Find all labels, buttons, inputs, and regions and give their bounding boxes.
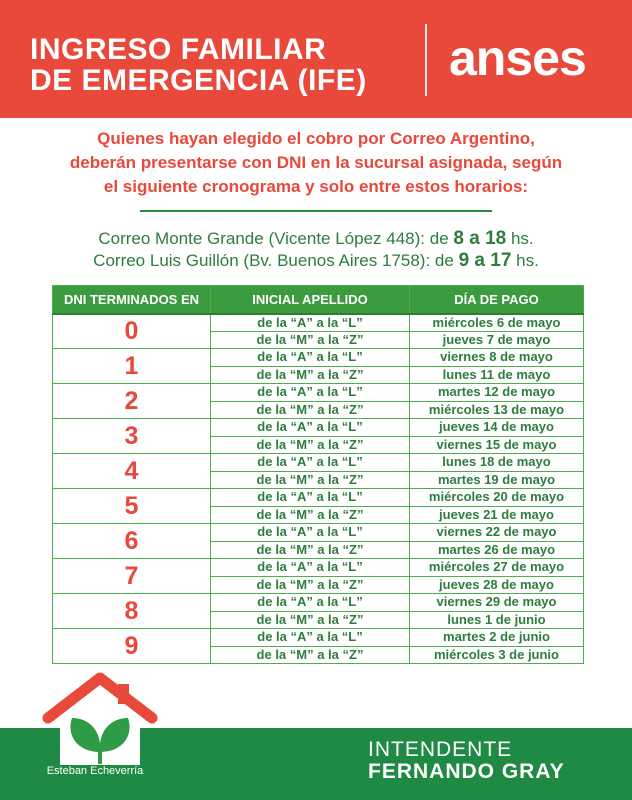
table-row <box>53 559 584 577</box>
payment-date-cell: lunes 1 de junio <box>410 611 584 629</box>
intro-line-3: el siguiente cronograma y solo entre estos horarios: <box>103 177 529 196</box>
table-header-row <box>53 286 584 314</box>
initial-range-cell: de la “A” a la “L” <box>211 594 410 612</box>
office-hours-1 <box>20 228 612 250</box>
payment-date-cell: lunes 11 de mayo <box>410 366 584 384</box>
initial-range-cell: de la “M” a la “Z” <box>211 366 410 384</box>
initial-range-cell: de la “M” a la “Z” <box>211 646 410 664</box>
table-body <box>53 314 584 664</box>
schedule-table <box>52 285 584 664</box>
payment-date-cell: martes 19 de mayo <box>410 471 584 489</box>
table-row <box>53 524 584 542</box>
table-row <box>53 419 584 437</box>
municipality-name: Esteban Echeverría <box>46 765 144 777</box>
office-2-prefix: Correo Luis Guillón (Bv. Buenos Aires 1758): de <box>93 251 459 270</box>
table-row <box>53 489 584 507</box>
dni-digit-cell: 5 <box>53 489 211 524</box>
payment-date-cell: miércoles 3 de junio <box>410 646 584 664</box>
table-row <box>53 629 584 647</box>
anses-logo: anses <box>449 30 586 86</box>
dni-digit-cell: 9 <box>53 629 211 664</box>
office-1-suffix: hs. <box>506 229 534 248</box>
dni-digit-cell: 0 <box>53 314 211 349</box>
payment-date-cell: miércoles 13 de mayo <box>410 401 584 419</box>
dni-digit-cell: 6 <box>53 524 211 559</box>
payment-date-cell: viernes 15 de mayo <box>410 436 584 454</box>
payment-date-cell: miércoles 6 de mayo <box>410 314 584 332</box>
intro-text <box>20 127 612 199</box>
section-divider <box>140 210 492 212</box>
initial-range-cell: de la “A” a la “L” <box>211 489 410 507</box>
table-row <box>53 454 584 472</box>
payment-date-cell: miércoles 20 de mayo <box>410 489 584 507</box>
payment-date-cell: miércoles 27 de mayo <box>410 559 584 577</box>
house-leaf-logo-icon <box>0 660 240 800</box>
initial-range-cell: de la “M” a la “Z” <box>211 611 410 629</box>
title-line-1: INGRESO FAMILIAR <box>30 33 327 66</box>
column-header-dni: DNI TERMINADOS EN <box>53 286 211 314</box>
initial-range-cell: de la “A” a la “L” <box>211 349 410 367</box>
initial-range-cell: de la “A” a la “L” <box>211 314 410 332</box>
dni-digit-cell: 2 <box>53 384 211 419</box>
initial-range-cell: de la “M” a la “Z” <box>211 506 410 524</box>
dni-digit-cell: 4 <box>53 454 211 489</box>
initial-range-cell: de la “M” a la “Z” <box>211 401 410 419</box>
schedule-table-wrapper <box>52 285 583 664</box>
payment-date-cell: viernes 22 de mayo <box>410 524 584 542</box>
dni-digit-cell: 3 <box>53 419 211 454</box>
initial-range-cell: de la “A” a la “L” <box>211 629 410 647</box>
payment-date-cell: martes 2 de junio <box>410 629 584 647</box>
payment-date-cell: viernes 8 de mayo <box>410 349 584 367</box>
dni-digit-cell: 1 <box>53 349 211 384</box>
intro-line-1: Quienes hayan elegido el cobro por Correo Argentino, <box>97 129 535 148</box>
initial-range-cell: de la “M” a la “Z” <box>211 541 410 559</box>
column-header-initial: INICIAL APELLIDO <box>211 286 410 314</box>
footer-title-line-1: INTENDENTE <box>368 738 513 761</box>
office-2-suffix: hs. <box>511 251 539 270</box>
dni-digit-cell: 7 <box>53 559 211 594</box>
intro-line-2: deberán presentarse con DNI en la sucursal asignada, según <box>69 153 563 172</box>
table-row <box>53 384 584 402</box>
initial-range-cell: de la “M” a la “Z” <box>211 576 410 594</box>
payment-date-cell: jueves 21 de mayo <box>410 506 584 524</box>
office-1-prefix: Correo Monte Grande (Vicente López 448): de <box>98 229 454 248</box>
office-2-end: 17 <box>490 250 512 271</box>
initial-range-cell: de la “A” a la “L” <box>211 384 410 402</box>
payment-date-cell: jueves 7 de mayo <box>410 331 584 349</box>
initial-range-cell: de la “M” a la “Z” <box>211 436 410 454</box>
office-2-start: 9 <box>458 250 470 271</box>
initial-range-cell: de la “M” a la “Z” <box>211 471 410 489</box>
office-hours-2 <box>20 250 612 272</box>
page-title <box>30 34 367 96</box>
payment-date-cell: martes 26 de mayo <box>410 541 584 559</box>
initial-range-cell: de la “M” a la “Z” <box>211 331 410 349</box>
initial-range-cell: de la “A” a la “L” <box>211 559 410 577</box>
payment-date-cell: jueves 28 de mayo <box>410 576 584 594</box>
initial-range-cell: de la “A” a la “L” <box>211 454 410 472</box>
office-2-sep: a <box>469 250 491 271</box>
footer-title-line-2: FERNANDO GRAY <box>368 760 565 783</box>
dni-digit-cell: 8 <box>53 594 211 629</box>
logo-chimney <box>118 684 129 704</box>
header-divider <box>425 24 427 96</box>
title-line-2: DE EMERGENCIA (IFE) <box>30 64 367 97</box>
office-1-end: 18 <box>485 228 507 249</box>
office-1-sep: a <box>463 228 486 249</box>
payment-date-cell: martes 12 de mayo <box>410 384 584 402</box>
office-1-start: 8 <box>453 228 464 249</box>
payment-date-cell: viernes 29 de mayo <box>410 594 584 612</box>
table-row <box>53 314 584 332</box>
column-header-date: DÍA DE PAGO <box>410 286 584 314</box>
initial-range-cell: de la “A” a la “L” <box>211 419 410 437</box>
payment-date-cell: lunes 18 de mayo <box>410 454 584 472</box>
initial-range-cell: de la “A” a la “L” <box>211 524 410 542</box>
table-row <box>53 349 584 367</box>
payment-date-cell: jueves 14 de mayo <box>410 419 584 437</box>
table-row <box>53 594 584 612</box>
